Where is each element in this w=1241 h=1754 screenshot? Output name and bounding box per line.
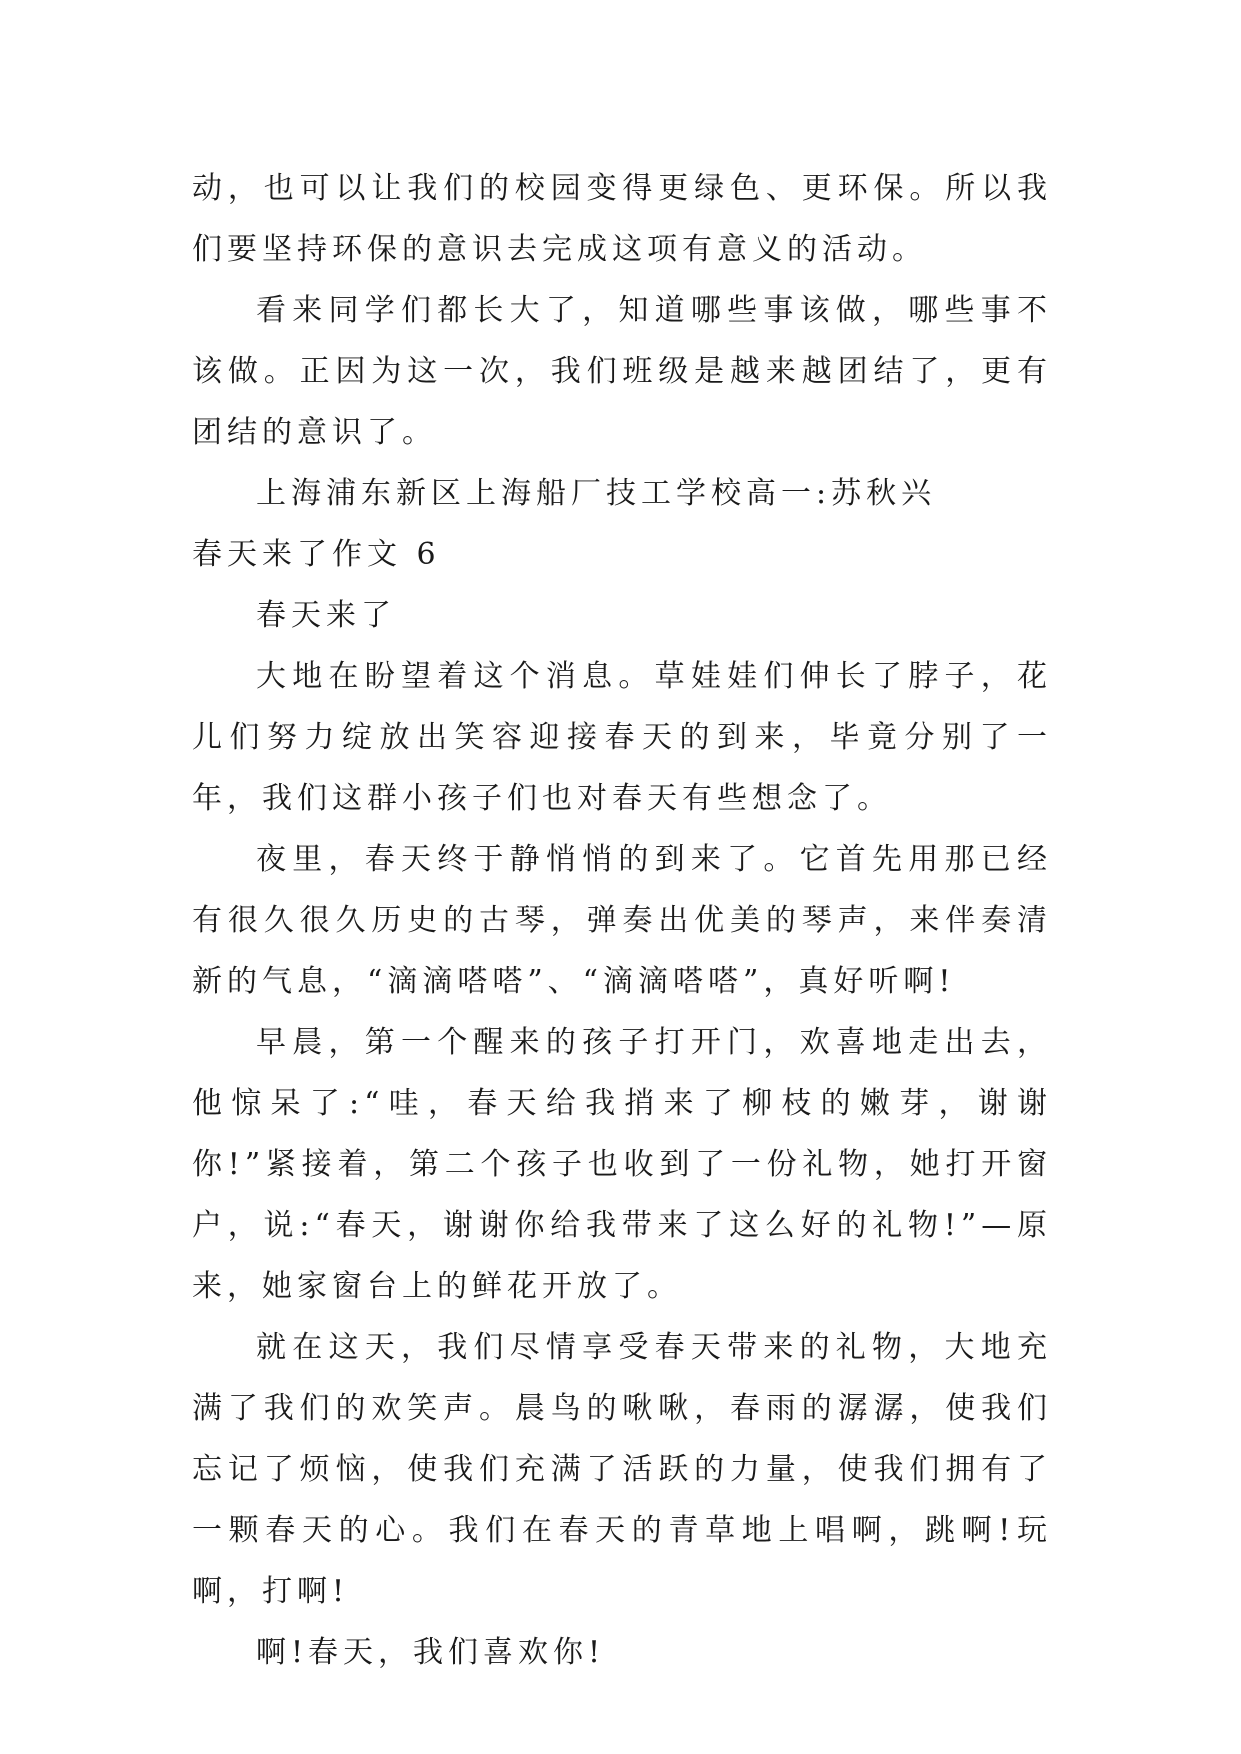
author-line: 上海浦东新区上海船厂技工学校高一:苏秋兴: [256, 476, 937, 511]
essay-title: 春天来了: [256, 598, 396, 633]
paragraph-continuation: 动，也可以让我们的校园变得更绿色、更环保。所以我们要坚持环保的意识去完成这项有意义的活动。: [192, 171, 1052, 267]
paragraph: 看来同学们都长大了，知道哪些事该做，哪些事不该做。正因为这一次，我们班级是越来越团结了，更有团结的意识了。: [192, 293, 1052, 450]
paragraph: 就在这天，我们尽情享受春天带来的礼物，大地充满了我们的欢笑声。晨鸟的啾啾，春雨的潺潺，使我们忘记了烦恼，使我们充满了活跃的力量，使我们拥有了一颗春天的心。我们在春天的青草地上唱啊，跳啊!玩啊，打啊!: [192, 1330, 1052, 1609]
paragraph-closing: 啊!春天，我们喜欢你!: [256, 1635, 606, 1670]
paragraph: 大地在盼望着这个消息。草娃娃们伸长了脖子，花儿们努力绽放出笑容迎接春天的到来，毕竟分别了一年，我们这群小孩子们也对春天有些想念了。: [192, 659, 1052, 816]
document-body: [192, 158, 1052, 1683]
essay-heading: 春天来了作文 6: [192, 537, 441, 572]
paragraph: 夜里，春天终于静悄悄的到来了。它首先用那已经有很久很久历史的古琴，弹奏出优美的琴声，来伴奏清新的气息，“滴滴嗒嗒”、“滴滴嗒嗒”，真好听啊!: [192, 842, 1052, 999]
paragraph: 早晨，第一个醒来的孩子打开门，欢喜地走出去，他惊呆了:“哇，春天给我捎来了柳枝的嫩芽，谢谢你!”紧接着，第二个孩子也收到了一份礼物，她打开窗户，说:“春天，谢谢你给我带来了这么好的礼物!”—原来，她家窗台上的鲜花开放了。: [192, 1025, 1052, 1304]
